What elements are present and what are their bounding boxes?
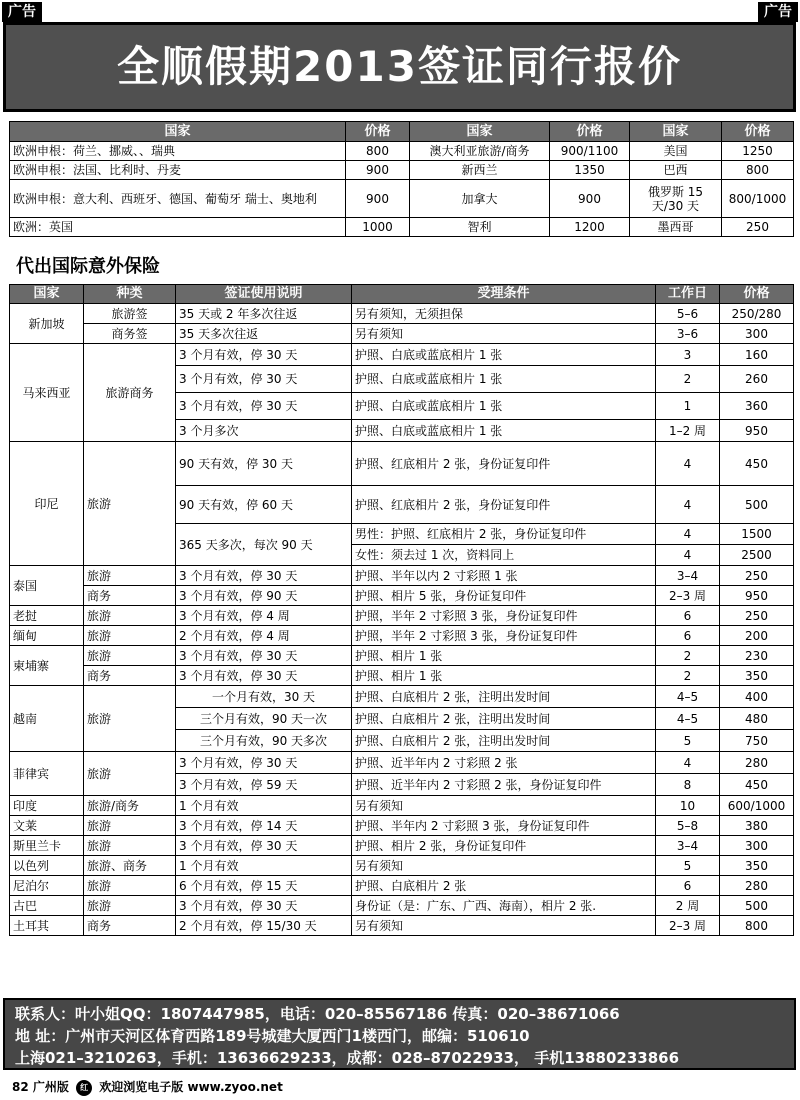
- col-header: 签证使用说明: [176, 285, 352, 304]
- table-row: [10, 646, 794, 666]
- table-cell: 5–6: [656, 304, 720, 324]
- table-row: [10, 916, 794, 936]
- table-cell: 护照、白底或蓝底相片 1 张: [352, 344, 656, 366]
- table-cell: 1200: [550, 218, 630, 237]
- table-cell: 450: [720, 442, 794, 486]
- table-cell: 美国: [630, 142, 722, 161]
- table-cell: 智利: [410, 218, 550, 237]
- table-cell: 巴西: [630, 161, 722, 180]
- table-cell: 90 天有效，停 60 天: [176, 486, 352, 524]
- table-cell: 护照、白底相片 2 张，注明出发时间: [352, 730, 656, 752]
- table-cell: 35 天或 2 年多次往返: [176, 304, 352, 324]
- table-cell: 3 个月有效，停 30 天: [176, 896, 352, 916]
- table-cell: 35 天多次往返: [176, 324, 352, 344]
- table-row: [10, 161, 794, 180]
- table-cell: 350: [720, 856, 794, 876]
- table-cell: 墨西哥: [630, 218, 722, 237]
- table-row: [10, 344, 794, 366]
- table-cell: 护照、白底相片 2 张，注明出发时间: [352, 708, 656, 730]
- table-row: [10, 442, 794, 486]
- table-cell: 3 个月有效，停 30 天: [176, 366, 352, 393]
- table-cell: 2 个月有效，停 4 周: [176, 626, 352, 646]
- table-cell: 900: [346, 161, 410, 180]
- table-cell: 澳大利亚旅游/商务: [410, 142, 550, 161]
- table-cell: 280: [720, 752, 794, 774]
- table-cell: 450: [720, 774, 794, 796]
- page-footer: [12, 1079, 283, 1096]
- ad-label-right: 广告: [758, 2, 798, 22]
- table-cell: 3 个月有效，停 30 天: [176, 836, 352, 856]
- country-cell: 印度: [10, 796, 84, 816]
- page-number: 82: [12, 1080, 29, 1094]
- table-cell: 4: [656, 524, 720, 545]
- table-row: [10, 324, 794, 344]
- type-cell: 旅游商务: [84, 344, 176, 442]
- table-cell: 护照、相片 1 张: [352, 646, 656, 666]
- table-row: [10, 686, 794, 708]
- table-cell: 230: [720, 646, 794, 666]
- logo-icon: 红: [76, 1080, 92, 1096]
- table-cell: 三个月有效，90 天多次: [176, 730, 352, 752]
- table-row: [10, 626, 794, 646]
- table-cell: 3 个月有效，停 30 天: [176, 752, 352, 774]
- table-cell: 480: [720, 708, 794, 730]
- table-cell: 另有须知: [352, 324, 656, 344]
- table-row: [10, 896, 794, 916]
- ad-label-left: 广告: [2, 2, 42, 22]
- table-cell: 5–8: [656, 816, 720, 836]
- table-cell: 10: [656, 796, 720, 816]
- country-cell: 土耳其: [10, 916, 84, 936]
- col-header: 价格: [722, 122, 794, 142]
- table-row: [10, 606, 794, 626]
- table-cell: 2500: [720, 545, 794, 566]
- table-cell: 4: [656, 752, 720, 774]
- table-cell: 旅游: [84, 606, 176, 626]
- table-cell: 护照、半年内 2 寸彩照 3 张，身份证复印件: [352, 816, 656, 836]
- table-row: [10, 304, 794, 324]
- table-cell: 800: [722, 161, 794, 180]
- table-cell: 旅游: [84, 836, 176, 856]
- table-cell: 4: [656, 486, 720, 524]
- table-cell: 8: [656, 774, 720, 796]
- table-cell: 商务: [84, 586, 176, 606]
- table-cell: 旅游: [84, 566, 176, 586]
- table-cell: 5: [656, 730, 720, 752]
- col-header: 国家: [10, 122, 346, 142]
- table-cell: 6: [656, 606, 720, 626]
- table-cell: 4–5: [656, 686, 720, 708]
- table-cell: 3 个月有效，停 90 天: [176, 586, 352, 606]
- table-cell: 另有须知: [352, 856, 656, 876]
- table-cell: 护照、白底或蓝底相片 1 张: [352, 393, 656, 420]
- table-cell: 1 个月有效: [176, 796, 352, 816]
- table-cell: 2–3 周: [656, 916, 720, 936]
- table-cell: 3–6: [656, 324, 720, 344]
- contact-footer: [3, 998, 796, 1070]
- country-cell: 印尼: [10, 442, 84, 566]
- table-cell: 护照、相片 5 张，身份证复印件: [352, 586, 656, 606]
- table-cell: 1000: [346, 218, 410, 237]
- table-cell: 3 个月有效，停 14 天: [176, 816, 352, 836]
- table-cell: 欧洲申根：法国、比利时、丹麦: [10, 161, 346, 180]
- country-cell: 古巴: [10, 896, 84, 916]
- country-cell: 泰国: [10, 566, 84, 606]
- table-header-row: [10, 122, 794, 142]
- table-cell: 400: [720, 686, 794, 708]
- table-cell: 1: [656, 393, 720, 420]
- country-cell: 越南: [10, 686, 84, 752]
- country-cell: 缅甸: [10, 626, 84, 646]
- table-cell: 6: [656, 876, 720, 896]
- table-cell: 300: [720, 836, 794, 856]
- table-row: [10, 218, 794, 237]
- table-row: [10, 666, 794, 686]
- section-subtitle: 代出国际意外保险: [16, 256, 160, 277]
- table-cell: 护照、近半年内 2 寸彩照 2 张: [352, 752, 656, 774]
- col-header: 价格: [550, 122, 630, 142]
- table-cell: 护照，半年 2 寸彩照 3 张，身份证复印件: [352, 626, 656, 646]
- type-cell: 旅游: [84, 686, 176, 752]
- table-row: [10, 856, 794, 876]
- table-cell: 160: [720, 344, 794, 366]
- table-header-row: [10, 285, 794, 304]
- table-cell: 280: [720, 876, 794, 896]
- table-cell: 护照、半年以内 2 寸彩照 1 张: [352, 566, 656, 586]
- table-cell: 3 个月有效，停 59 天: [176, 774, 352, 796]
- table-cell: 600/1000: [720, 796, 794, 816]
- table-cell: 3 个月有效，停 4 周: [176, 606, 352, 626]
- table-cell: 三个月有效，90 天一次: [176, 708, 352, 730]
- table-cell: 一个月有效，30 天: [176, 686, 352, 708]
- country-cell: 马来西亚: [10, 344, 84, 442]
- country-cell: 老挝: [10, 606, 84, 626]
- table-cell: 250: [720, 566, 794, 586]
- table-row: [10, 586, 794, 606]
- branch-line: 上海021–3210263，手机：13636629233，成都：028–87022933， 手机13880233866: [15, 1049, 680, 1067]
- table-cell: 旅游、商务: [84, 856, 176, 876]
- table-cell: 800/1000: [722, 180, 794, 218]
- table-cell: 加拿大: [410, 180, 550, 218]
- table-cell: 800: [720, 916, 794, 936]
- table-cell: 另有须知，无须担保: [352, 304, 656, 324]
- table-cell: 1250: [722, 142, 794, 161]
- table-cell: 护照，半年 2 寸彩照 3 张，身份证复印件: [352, 606, 656, 626]
- table-cell: 商务: [84, 916, 176, 936]
- table-cell: 护照、相片 1 张: [352, 666, 656, 686]
- table-cell: 商务签: [84, 324, 176, 344]
- table-cell: 另有须知: [352, 796, 656, 816]
- tagline: 欢迎浏览电子版: [99, 1080, 184, 1094]
- country-cell: 菲律宾: [10, 752, 84, 796]
- col-header: 受理条件: [352, 285, 656, 304]
- table-cell: 250: [720, 606, 794, 626]
- table-cell: 6 个月有效，停 15 天: [176, 876, 352, 896]
- table-row: [10, 796, 794, 816]
- col-header: 国家: [10, 285, 84, 304]
- table-cell: 900: [346, 180, 410, 218]
- address-line: 地 址：广州市天河区体育西路189号城建大厦西门1楼西门，邮编：510610: [15, 1027, 530, 1045]
- table-cell: 2: [656, 646, 720, 666]
- table-cell: 另有须知: [352, 916, 656, 936]
- table-cell: 1500: [720, 524, 794, 545]
- table-cell: 900: [550, 180, 630, 218]
- col-header: 种类: [84, 285, 176, 304]
- table-row: [10, 142, 794, 161]
- table-cell: 旅游: [84, 816, 176, 836]
- col-header: 工作日: [656, 285, 720, 304]
- table-cell: 950: [720, 586, 794, 606]
- table-cell: 2: [656, 366, 720, 393]
- table-cell: 360: [720, 393, 794, 420]
- table-cell: 护照、白底相片 2 张: [352, 876, 656, 896]
- page-title: 全顺假期2013签证同行报价: [3, 22, 796, 112]
- table-cell: 260: [720, 366, 794, 393]
- table-cell: 3–4: [656, 836, 720, 856]
- table-cell: 欧洲申根：意大利、西班牙、德国、葡萄牙 瑞士、奥地利: [10, 180, 346, 218]
- table-cell: 欧洲申根：荷兰、挪威、、瑞典: [10, 142, 346, 161]
- table-cell: 3–4: [656, 566, 720, 586]
- table-cell: 护照、白底相片 2 张，注明出发时间: [352, 686, 656, 708]
- country-cell: 柬埔寨: [10, 646, 84, 686]
- col-header: 价格: [720, 285, 794, 304]
- table-cell: 男性：护照、红底相片 2 张，身份证复印件: [352, 524, 656, 545]
- table-row: [10, 752, 794, 774]
- table-cell: 3 个月多次: [176, 420, 352, 442]
- table-cell: 1–2 周: [656, 420, 720, 442]
- table-cell: 1350: [550, 161, 630, 180]
- table-cell: 950: [720, 420, 794, 442]
- table-cell: 3 个月有效，停 30 天: [176, 646, 352, 666]
- col-header: 国家: [630, 122, 722, 142]
- col-header: 价格: [346, 122, 410, 142]
- table-cell: 商务: [84, 666, 176, 686]
- country-cell: 新加坡: [10, 304, 84, 344]
- table-cell: 3 个月有效，停 30 天: [176, 393, 352, 420]
- edition-label: 广州版: [32, 1080, 69, 1094]
- table-cell: 300: [720, 324, 794, 344]
- table-cell: 1 个月有效: [176, 856, 352, 876]
- table-cell: 4: [656, 545, 720, 566]
- table-cell: 2 周: [656, 896, 720, 916]
- table-cell: 750: [720, 730, 794, 752]
- table-cell: 4: [656, 442, 720, 486]
- table-cell: 护照、近半年内 2 寸彩照 2 张，身份证复印件: [352, 774, 656, 796]
- price-table-europe-americas: [9, 121, 794, 237]
- table-cell: 500: [720, 486, 794, 524]
- table-cell: 护照、相片 2 张，身份证复印件: [352, 836, 656, 856]
- table-cell: 旅游: [84, 896, 176, 916]
- table-row: [10, 876, 794, 896]
- table-cell: 新西兰: [410, 161, 550, 180]
- country-cell: 文莱: [10, 816, 84, 836]
- table-cell: 380: [720, 816, 794, 836]
- col-header: 国家: [410, 122, 550, 142]
- table-cell: 3: [656, 344, 720, 366]
- table-cell: 护照、白底或蓝底相片 1 张: [352, 366, 656, 393]
- table-cell: 4–5: [656, 708, 720, 730]
- table-cell: 身份证（是：广东、广西、海南），相片 2 张.: [352, 896, 656, 916]
- table-cell: 900/1100: [550, 142, 630, 161]
- table-cell: 欧洲：英国: [10, 218, 346, 237]
- table-row: [10, 566, 794, 586]
- table-cell: 2–3 周: [656, 586, 720, 606]
- table-cell: 护照、红底相片 2 张，身份证复印件: [352, 486, 656, 524]
- table-cell: 旅游/商务: [84, 796, 176, 816]
- table-cell: 旅游: [84, 626, 176, 646]
- table-cell: 500: [720, 896, 794, 916]
- table-cell: 800: [346, 142, 410, 161]
- country-cell: 斯里兰卡: [10, 836, 84, 856]
- contact-line: 联系人：叶小姐QQ：1807447985，电话：020–85567186 传真：020–38671066: [15, 1005, 620, 1023]
- table-cell: 2: [656, 666, 720, 686]
- table-row: [10, 816, 794, 836]
- table-cell: 俄罗斯 15 天/30 天: [630, 180, 722, 218]
- table-cell: 旅游: [84, 876, 176, 896]
- table-cell: 365 天多次，每次 90 天: [176, 524, 352, 566]
- type-cell: 旅游: [84, 752, 176, 796]
- table-cell: 3 个月有效，停 30 天: [176, 666, 352, 686]
- table-cell: 5: [656, 856, 720, 876]
- table-row: [10, 836, 794, 856]
- table-row: [10, 180, 794, 218]
- table-cell: 旅游签: [84, 304, 176, 324]
- table-cell: 3 个月有效，停 30 天: [176, 566, 352, 586]
- country-cell: 以色列: [10, 856, 84, 876]
- table-cell: 250: [722, 218, 794, 237]
- table-cell: 2 个月有效，停 15/30 天: [176, 916, 352, 936]
- table-cell: 90 天有效，停 30 天: [176, 442, 352, 486]
- table-cell: 旅游: [84, 646, 176, 666]
- table-cell: 200: [720, 626, 794, 646]
- table-cell: 3 个月有效，停 30 天: [176, 344, 352, 366]
- table-cell: 护照、白底或蓝底相片 1 张: [352, 420, 656, 442]
- table-cell: 护照、红底相片 2 张，身份证复印件: [352, 442, 656, 486]
- country-cell: 尼泊尔: [10, 876, 84, 896]
- website-link[interactable]: www.zyoo.net: [187, 1080, 283, 1094]
- type-cell: 旅游: [84, 442, 176, 566]
- table-cell: 女性：须去过 1 次，资料同上: [352, 545, 656, 566]
- table-cell: 350: [720, 666, 794, 686]
- price-table-asia: [9, 284, 794, 936]
- table-cell: 6: [656, 626, 720, 646]
- table-cell: 250/280: [720, 304, 794, 324]
